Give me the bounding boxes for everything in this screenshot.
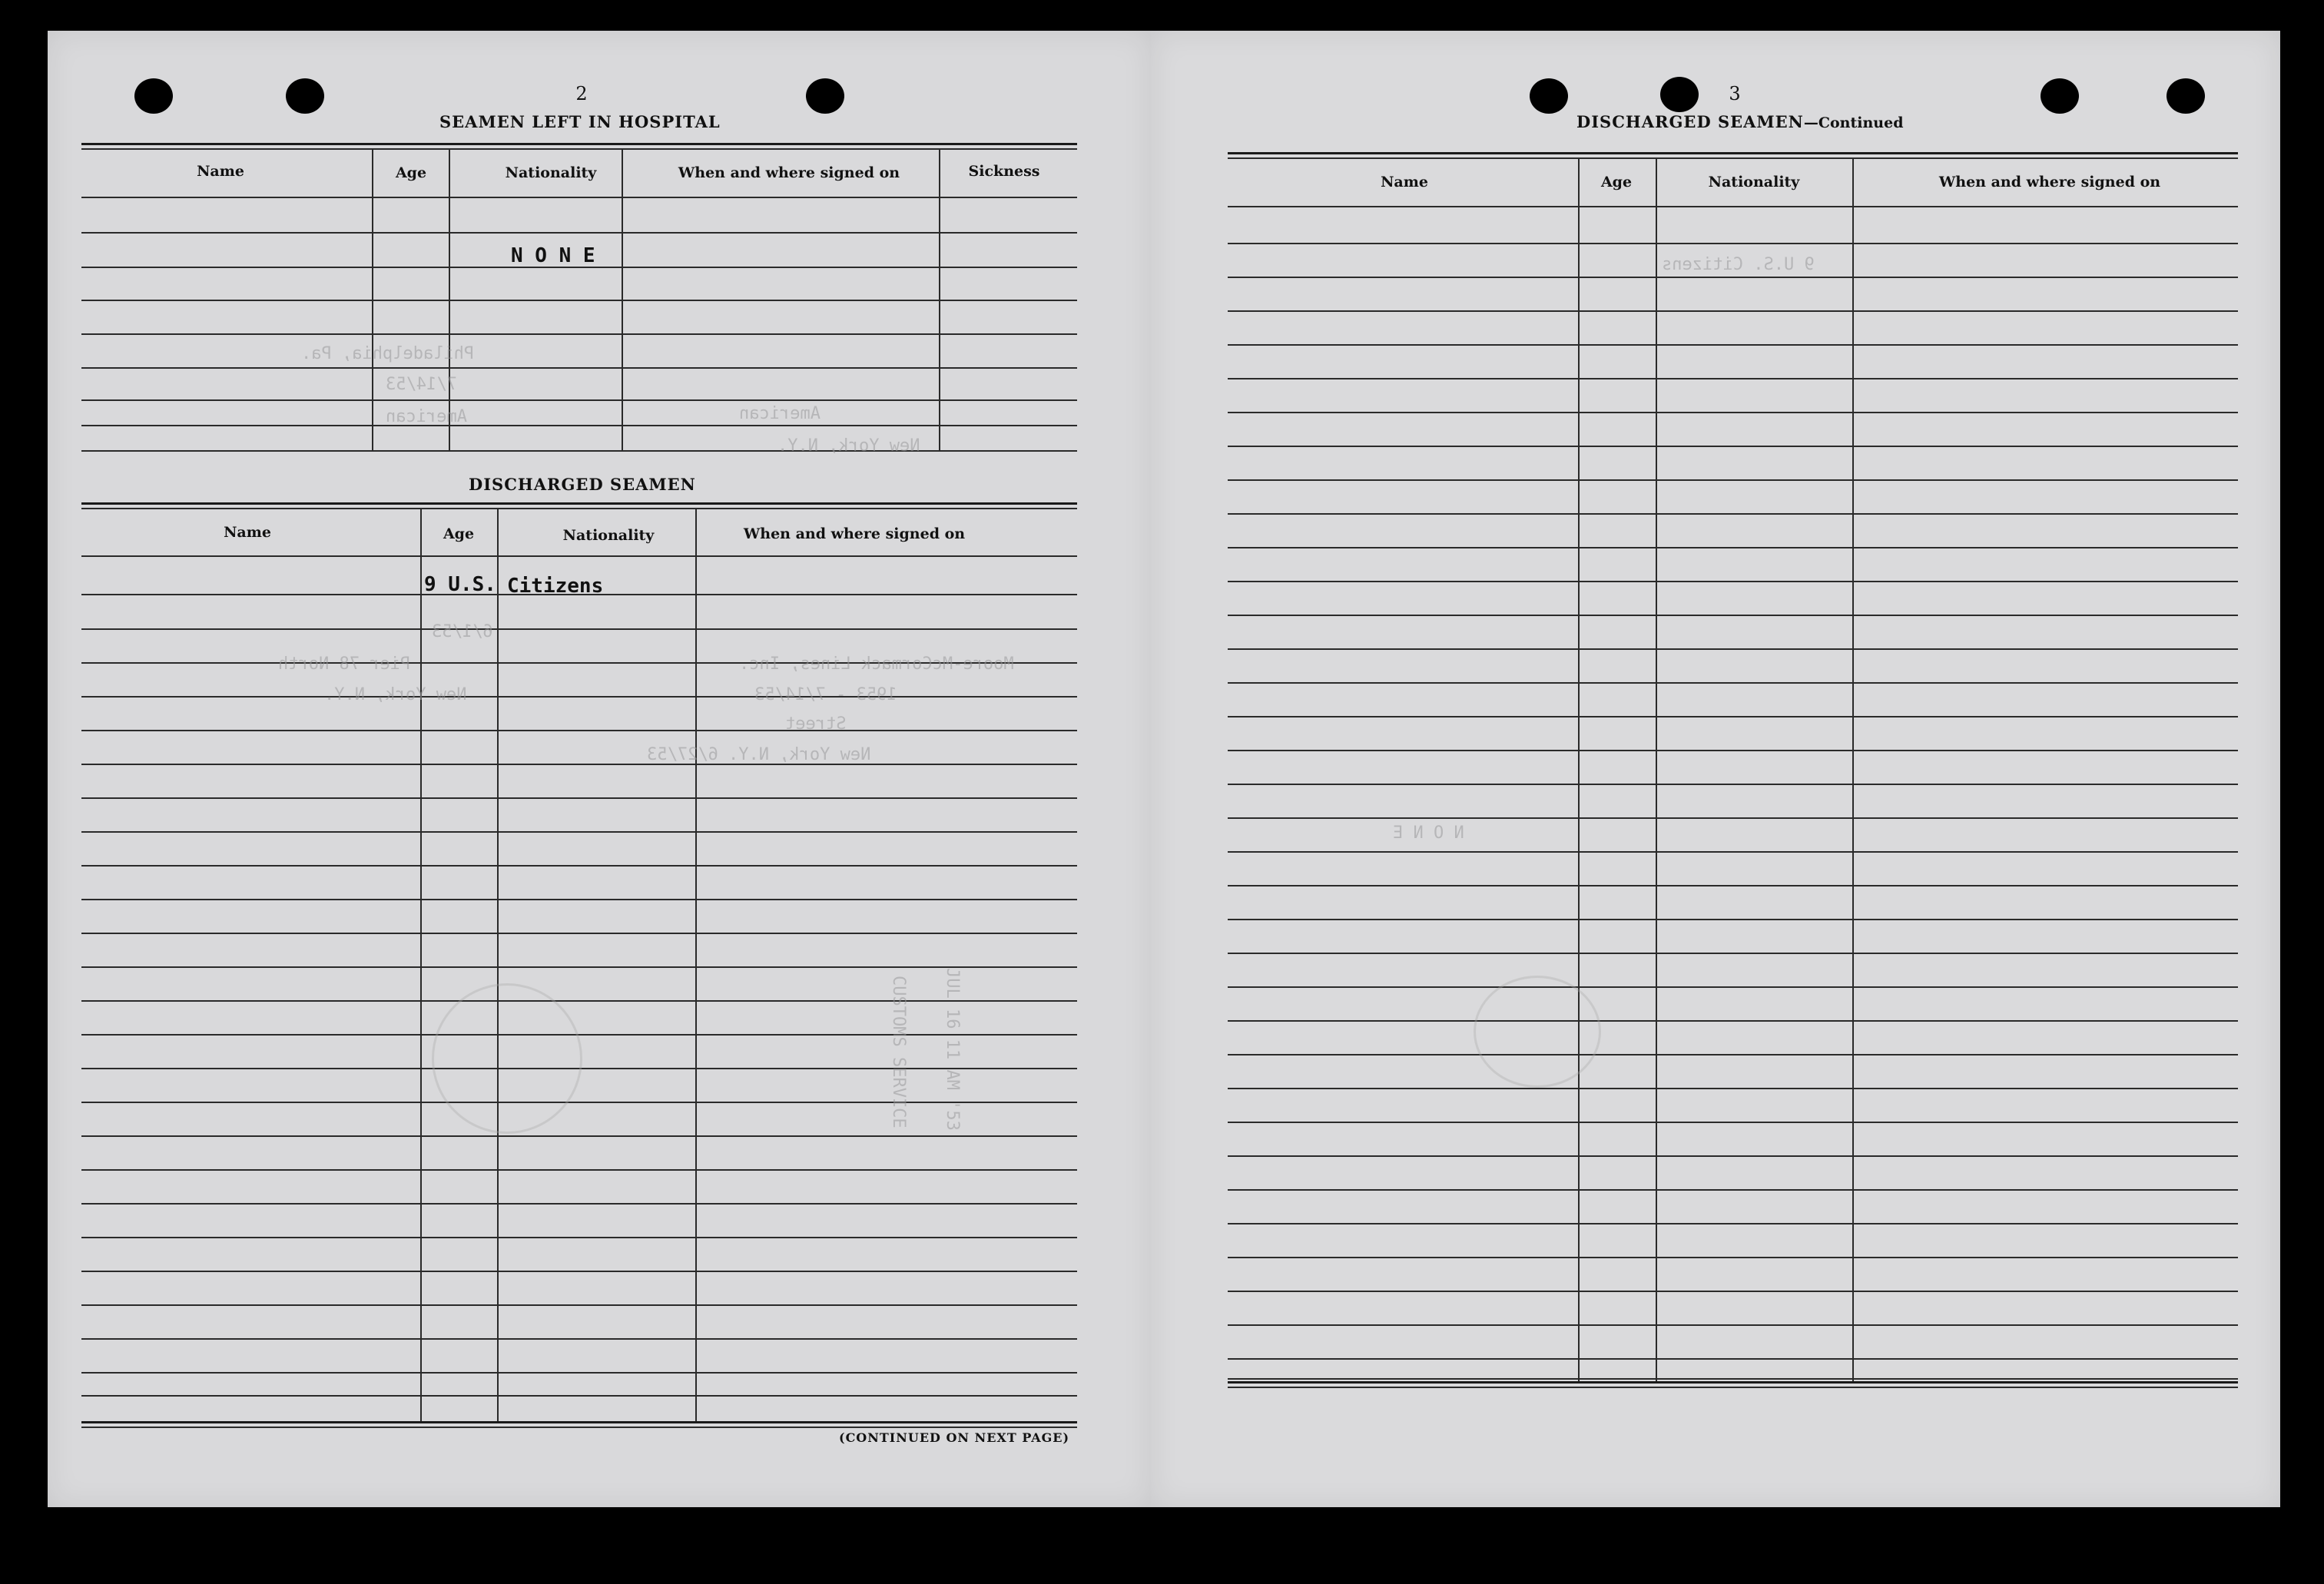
col-header-age: Age [1600, 174, 1633, 191]
hospital-section-title: SEAMEN LEFT IN HOSPITAL [439, 112, 721, 131]
title-suffix: —Continued [1803, 114, 1904, 131]
discharged-continued-title [1576, 112, 1904, 131]
bleed-through: Pier 78 North [278, 654, 411, 674]
punch-hole [134, 78, 173, 114]
col-header-signed-on: When and where signed on [1938, 174, 2161, 191]
bleed-through: American [739, 404, 821, 423]
bleed-through: Street [785, 714, 847, 734]
bleed-through: New York, N.Y. [777, 436, 920, 456]
col-header-nationality: Nationality [562, 527, 655, 544]
col-header-nationality: Nationality [1708, 174, 1800, 191]
punch-hole [1660, 77, 1699, 112]
punch-hole [806, 78, 844, 114]
col-header-signed-on: When and where signed on [678, 164, 900, 181]
col-header-name: Name [224, 524, 271, 541]
bleed-through: 6/1/53 [432, 622, 493, 641]
stamp-bleed: CUSTOMS SERVICE [889, 976, 908, 1128]
left-page [48, 31, 1151, 1507]
col-header-age: Age [395, 164, 427, 181]
punch-hole [2167, 78, 2205, 114]
bleed-through: N O N E [1393, 823, 1464, 843]
col-header-name: Name [1381, 174, 1428, 191]
bleed-through: New York, N.Y. [324, 685, 467, 704]
bleed-through: New York, N.Y. 6/27/53 [647, 745, 871, 764]
punch-hole [1530, 78, 1568, 114]
bleed-through: 7/14/53 [386, 375, 457, 394]
title-main: DISCHARGED SEAMEN [1576, 112, 1804, 131]
page-number: 3 [1729, 83, 1741, 104]
bleed-through: Philadelphia, Pa. [301, 344, 475, 363]
bleed-through: Moore-McCormack Lines, Inc. [739, 654, 1014, 674]
col-header-age: Age [443, 525, 475, 542]
bleed-through: 1953 - 7/14/53 [754, 685, 897, 704]
col-header-sickness: Sickness [968, 163, 1040, 180]
bleed-through: American [386, 407, 467, 426]
right-page [1151, 31, 2280, 1507]
continued-footer: (CONTINUED ON NEXT PAGE) [839, 1430, 1070, 1445]
hospital-entry: N O N E [511, 244, 595, 267]
discharged-count: 9 U.S. [424, 573, 496, 596]
col-header-name: Name [197, 163, 244, 180]
col-header-signed-on: When and where signed on [743, 525, 966, 542]
stamp-bleed [432, 983, 582, 1134]
stamp-bleed: JUL 16 11 AM '53 [943, 968, 962, 1131]
punch-hole [286, 78, 324, 114]
discharged-section-title: DISCHARGED SEAMEN [469, 475, 696, 494]
col-header-nationality: Nationality [505, 164, 597, 181]
page-number: 2 [575, 83, 588, 104]
stamp-bleed [1474, 976, 1601, 1088]
discharged-nationality: Citizens [507, 575, 604, 598]
punch-hole [2041, 78, 2079, 114]
bleed-through: 9 U.S. Citizens [1662, 255, 1815, 274]
